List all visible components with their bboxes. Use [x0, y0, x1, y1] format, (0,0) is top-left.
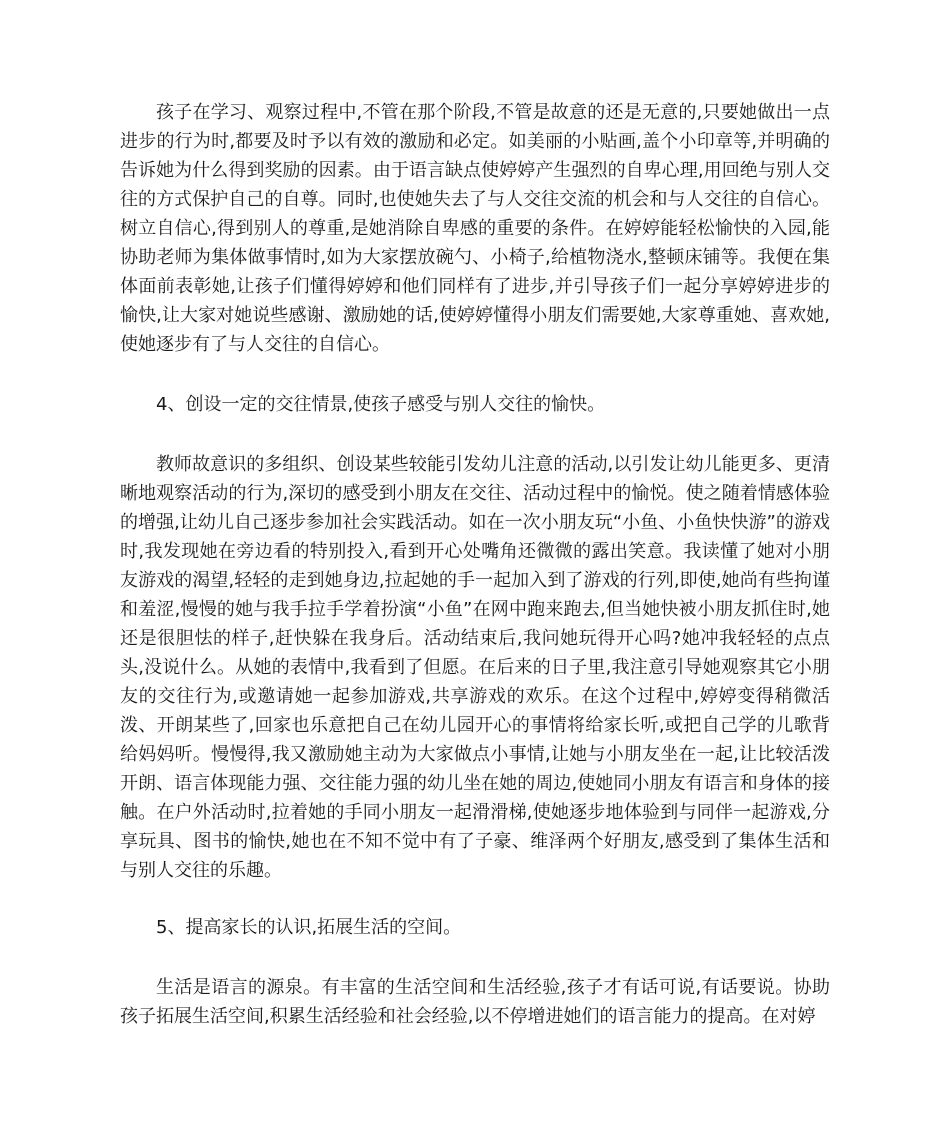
paragraph-life-space: 生活是语言的源泉。有丰富的生活空间和生活经验,孩子才有话可说,有话要说。协助孩子拓展生活空间,积累生活经验和社会经验,以不停增进她们的语言能力的提高。在对婷: [120, 977, 830, 1027]
paragraph-interaction-scenarios: 教师故意识的多组织、创设某些较能引发幼儿注意的活动,以引发让幼儿能更多、更清晰地观察活动的行为,深切的感受到小朋友在交往、活动过程中的愉悦。使之随着情感体验的增强,让幼儿自己逐步参加社会实践活动。如在一次小朋友玩“小鱼、小鱼快快游”的游戏时,我发现她在旁边看的特别投入,看到开心处嘴角还微微的露出笑意。我读懂了她对小朋友游戏的渴望,轻轻的走到她身边,拉起她的手一起加入到了游戏的行列,即使,她尚有些拘谨和羞涩,慢慢的她与我手拉手学着扮演“小鱼”在网中跑来跑去,但当她快被小朋友抓住时,她还是很胆怯的样子,赶快躲在我身后。活动结束后,我问她玩得开心吗?她冲我轻轻的点点头,没说什么。从她的表情中,我看到了但愿。在后来的日子里,我注意引导她观察其它小朋友的交往行为,或邀请她一起参加游戏,共享游戏的欢乐。在这个过程中,婷婷变得稍微活泼、开朗某些了,回家也乐意把自己在幼儿园开心的事情将给家长听,或把自己学的儿歌背给妈妈听。慢慢得,我又激励她主动为大家做点小事情,让她与小朋友坐在一起,让比较活泼开朗、语言体现能力强、交往能力强的幼儿坐在她的周边,使她同小朋友有语言和身体的接触。在户外活动时,拉着她的手同小朋友一起滑滑梯,使她逐步地体验到与同伴一起游戏,分享玩具、图书的愉快,她也在不知不觉中有了子豪、维泽两个好朋友,感受到了集体生活和与别人交往的乐趣。: [120, 454, 830, 881]
paragraph-encouragement: 孩子在学习、观察过程中,不管在那个阶段,不管是故意的还是无意的,只要她做出一点进步的行为时,都要及时予以有效的激励和必定。如美丽的小贴画,盖个小印章等,并明确的告诉她为什么得到奖励的因素。由于语言缺点使婷婷产生强烈的自卑心理,用回绝与别人交往的方式保护自己的自尊。同时,也使她失去了与人交往交流的机会和与人交往的自信心。树立自信心,得到别人的尊重,是她消除自卑感的重要的条件。在婷婷能轻松愉快的入园,能协助老师为集体做事情时,如为大家摆放碗勺、小椅子,给植物浇水,整顿床铺等。我便在集体面前表彰她,让孩子们懂得婷婷和他们同样有了进步,并引导孩子们一起分享婷婷进步的愉快,让大家对她说些感谢、激励她的话,使婷婷懂得小朋友们需要她,大家尊重她、喜欢她,使她逐步有了与人交往的自信心。: [120, 102, 830, 355]
section-heading-4: 4、创设一定的交往情景,使孩子感受与别人交往的愉快。: [156, 394, 606, 415]
section-heading-5: 5、提高家长的认识,拓展生活的空间。: [156, 917, 462, 938]
